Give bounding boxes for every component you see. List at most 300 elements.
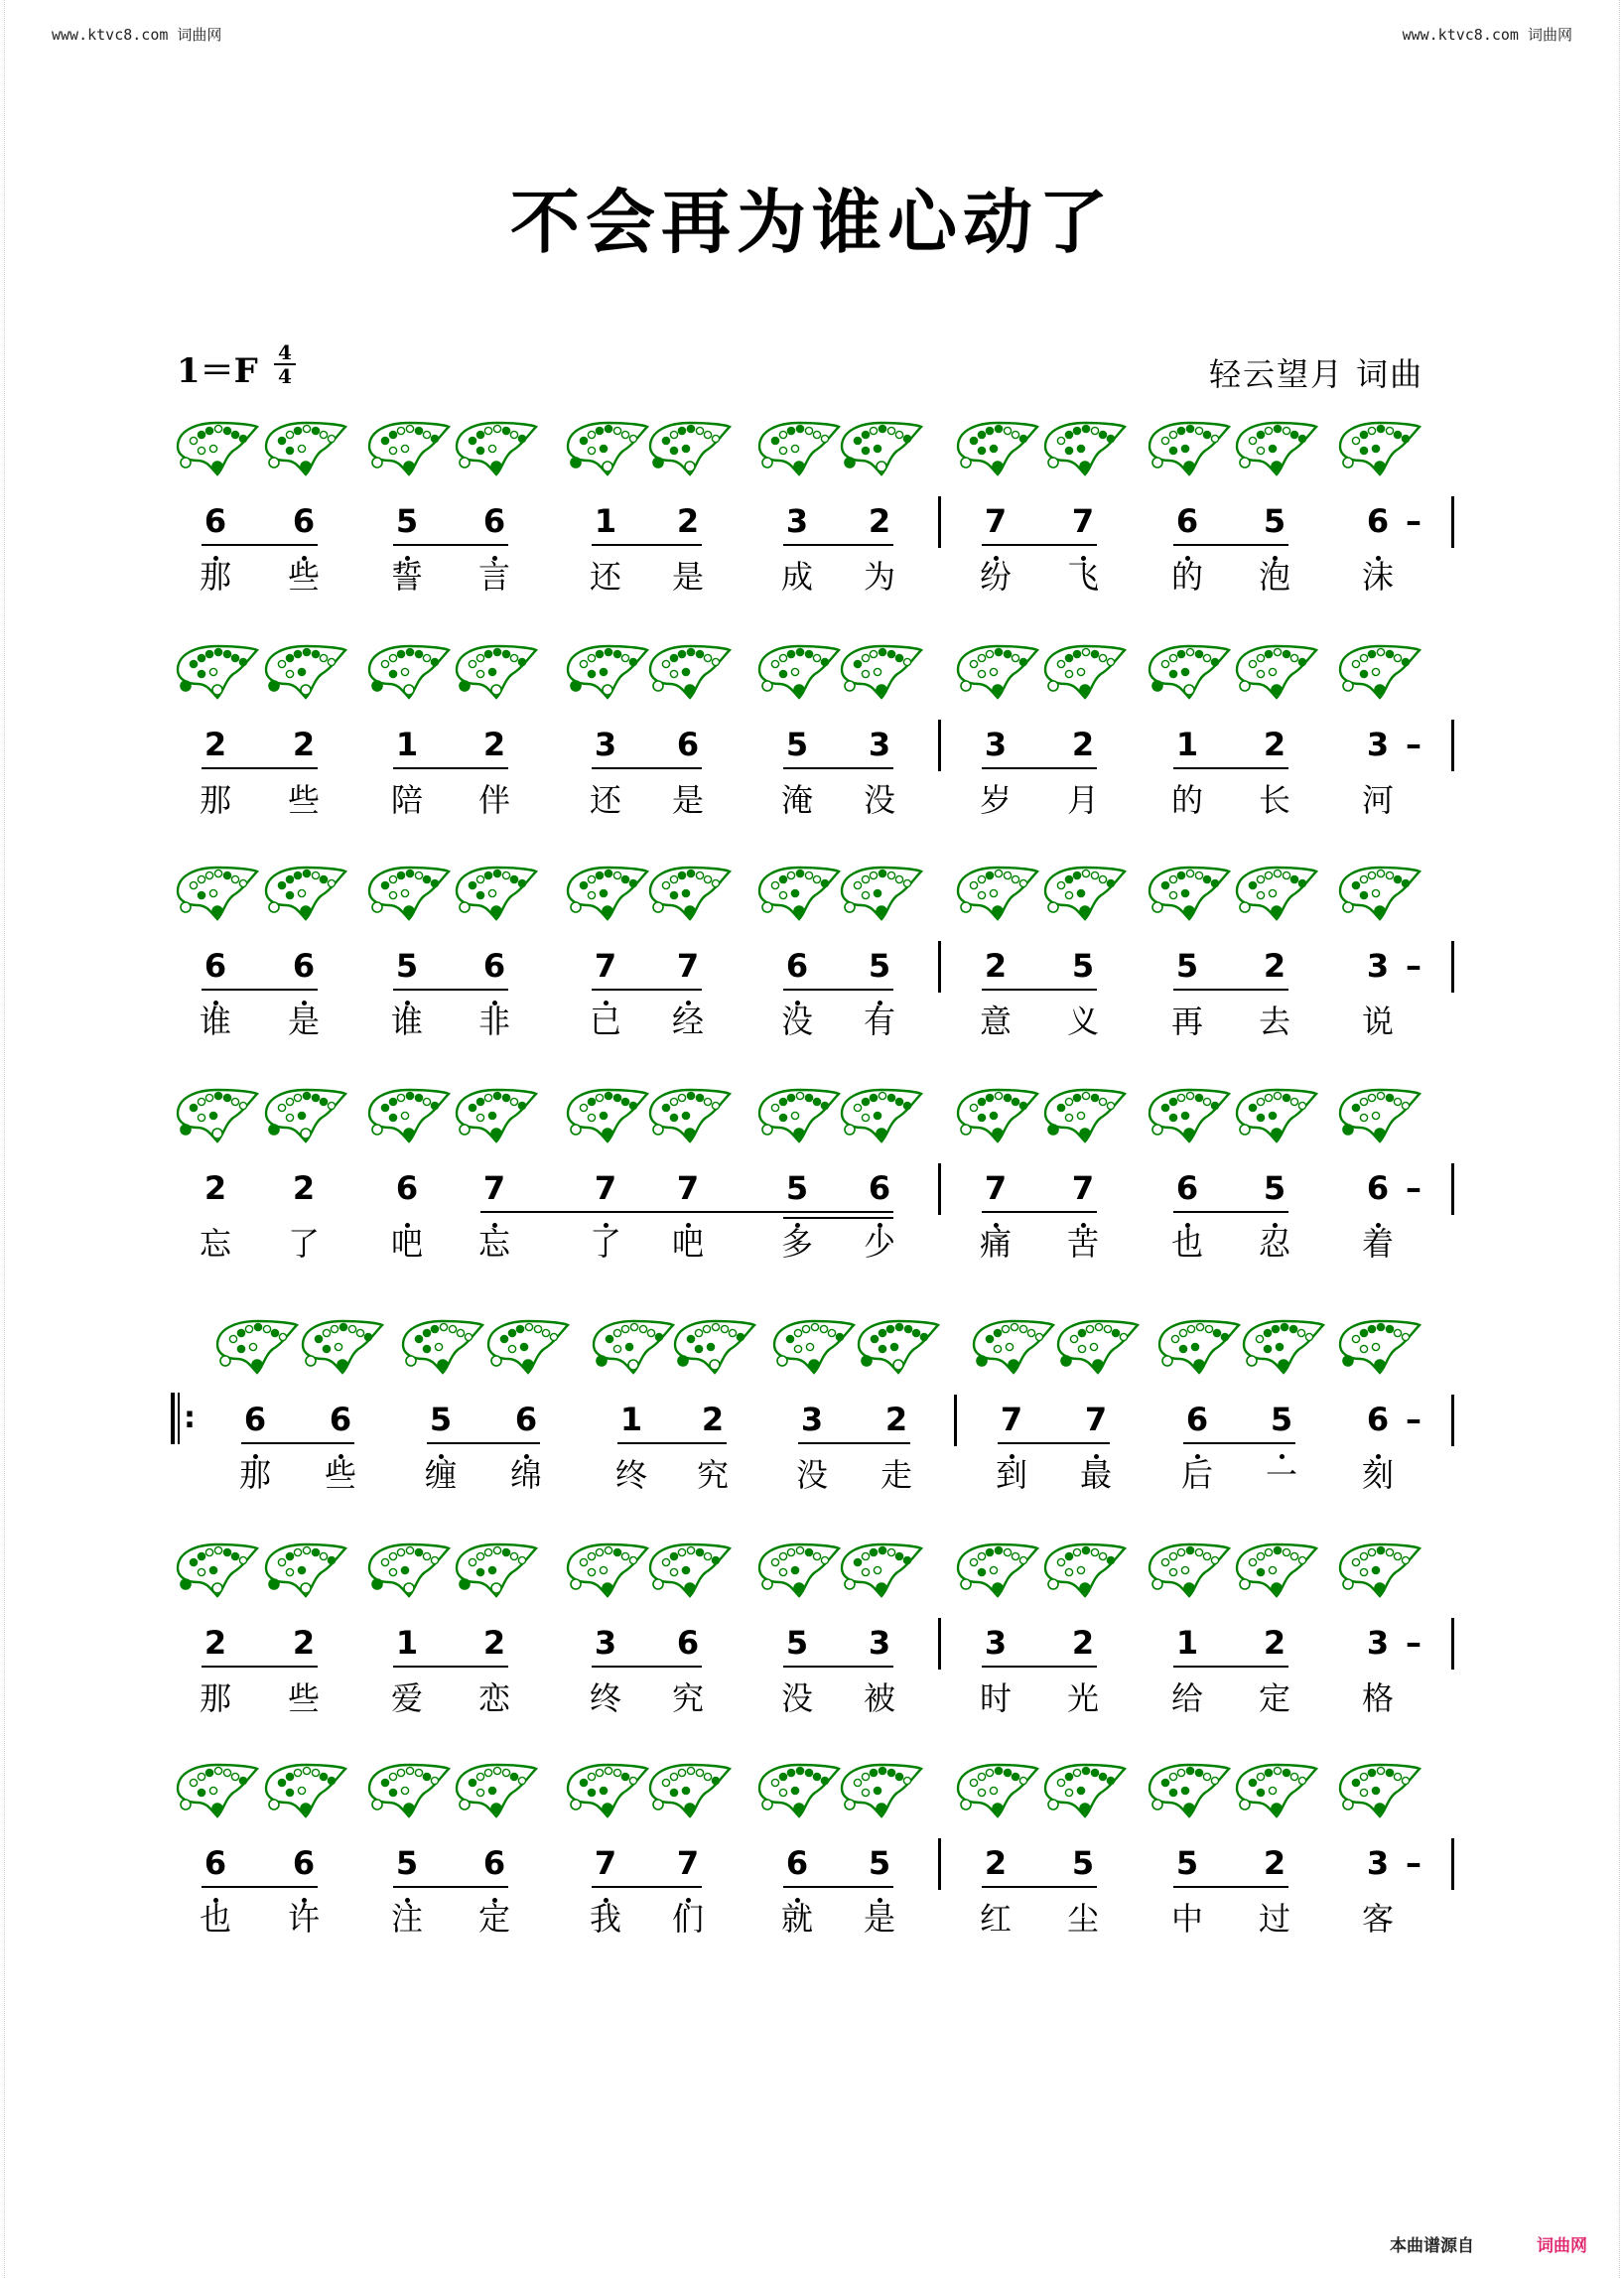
barline: [1451, 720, 1454, 771]
ocarina-fingering-icon: [1144, 417, 1231, 478]
barline: [938, 941, 941, 993]
ocarina-fingering-icon: [363, 1759, 451, 1820]
ocarina-fingering-icon: [644, 1084, 732, 1145]
ocarina-fingering-icon: [260, 1084, 347, 1145]
score-row: [0, 1084, 1624, 1273]
lyric-char: 多: [780, 1225, 813, 1263]
sustain-dash: –: [1406, 1624, 1421, 1662]
author-credit: 轻云望月 词曲: [1209, 355, 1424, 393]
note-beam: [1173, 1886, 1288, 1888]
ocarina-fingering-icon: [211, 1315, 299, 1377]
ocarina-fingering-icon: [1231, 417, 1318, 478]
note-beam: [982, 1211, 1097, 1213]
lyric-char: 说: [1361, 1003, 1394, 1040]
ocarina-fingering-icon: [952, 640, 1039, 702]
note: 2: [203, 726, 227, 763]
ocarina-fingering-icon: [1231, 640, 1318, 702]
note: 3: [984, 1624, 1008, 1662]
note: 3: [868, 1624, 891, 1662]
ocarina-fingering-icon: [836, 640, 923, 702]
lyric-char: 红: [979, 1900, 1012, 1938]
lyric-char: 绵: [509, 1456, 542, 1494]
note: 2: [203, 1624, 227, 1662]
ocarina-fingering-icon: [952, 1084, 1039, 1145]
lyric-char: 还: [589, 781, 621, 819]
note: 5: [395, 502, 419, 540]
note-beam: [202, 767, 318, 769]
lyric-char: 爱: [390, 1679, 423, 1717]
ocarina-fingering-icon: [644, 1759, 732, 1820]
lyric-char: 许: [287, 1900, 320, 1938]
note: 5: [395, 947, 419, 985]
note-beam: [427, 1442, 540, 1444]
lyric-char: 经: [671, 1003, 704, 1040]
note-beam: [202, 544, 318, 546]
note: 5: [1263, 502, 1286, 540]
ocarina-fingering-icon: [1334, 1084, 1421, 1145]
note-beam: [393, 1666, 508, 1668]
lyric-char: 光: [1066, 1679, 1099, 1717]
lyric-char: 些: [324, 1456, 356, 1494]
ocarina-fingering-icon: [1052, 1315, 1140, 1377]
ocarina-fingering-icon: [768, 1315, 856, 1377]
lyric-char: 究: [671, 1679, 704, 1717]
ocarina-fingering-icon: [952, 417, 1039, 478]
note-beam: [592, 1886, 702, 1888]
lyric-char: 飞: [1066, 558, 1099, 596]
note-beam: [202, 989, 318, 991]
ocarina-fingering-icon: [1231, 1759, 1318, 1820]
time-signature-bottom: 4: [274, 363, 296, 387]
lyric-char: 定: [1258, 1679, 1290, 1717]
barline: [938, 1838, 941, 1890]
lyric-char: 义: [1066, 1003, 1099, 1040]
note: 2: [984, 1844, 1008, 1882]
lyric-char: 客: [1361, 1900, 1394, 1938]
note-beam: [202, 1666, 318, 1668]
note: 6: [329, 1401, 352, 1438]
ocarina-fingering-icon: [644, 1539, 732, 1600]
lyric-char: 没: [780, 1003, 813, 1040]
note: 7: [984, 1169, 1008, 1207]
ocarina-fingering-icon: [968, 1315, 1055, 1377]
note-beam: [998, 1442, 1110, 1444]
lyric-char: 陪: [390, 781, 423, 819]
time-signature-top: 4: [278, 340, 292, 364]
lyric-char: 成: [780, 558, 813, 596]
note: 2: [1071, 1624, 1095, 1662]
sustain-dash: –: [1406, 1844, 1421, 1882]
ocarina-fingering-icon: [363, 640, 451, 702]
ocarina-fingering-icon: [172, 1759, 259, 1820]
ocarina-fingering-icon: [260, 640, 347, 702]
note: 1: [395, 726, 419, 763]
ocarina-fingering-icon: [562, 1084, 649, 1145]
ocarina-fingering-icon: [1231, 1084, 1318, 1145]
note-beam: [480, 1211, 619, 1213]
lyric-char: 少: [863, 1225, 895, 1263]
lyric-char: 没: [795, 1456, 828, 1494]
note: 3: [984, 726, 1008, 763]
lyric-char: 那: [199, 558, 231, 596]
lyric-char: 是: [287, 1003, 320, 1040]
lyric-char: 就: [780, 1900, 813, 1938]
ocarina-fingering-icon: [397, 1315, 484, 1377]
note: 1: [1175, 1624, 1199, 1662]
lyric-char: 恋: [477, 1679, 510, 1717]
lyric-char: 为: [863, 558, 895, 596]
lyric-char: 长: [1258, 781, 1290, 819]
sustain-dash: –: [1406, 1401, 1421, 1438]
note: 6: [292, 1844, 316, 1882]
ocarina-fingering-icon: [451, 640, 538, 702]
note-beam: [592, 1666, 702, 1668]
note: 7: [984, 502, 1008, 540]
note-beam: [393, 989, 508, 991]
ocarina-fingering-icon: [753, 1539, 841, 1600]
ocarina-fingering-icon: [644, 417, 732, 478]
key-signature: 1＝F: [177, 351, 258, 391]
note-beam: [241, 1442, 354, 1444]
note: 7: [594, 947, 617, 985]
note: 3: [594, 726, 617, 763]
ocarina-fingering-icon: [669, 1315, 756, 1377]
ocarina-fingering-icon: [451, 862, 538, 923]
lyric-char: 泡: [1258, 558, 1290, 596]
note-beam: [798, 1442, 910, 1444]
lyric-char: 时: [979, 1679, 1012, 1717]
ocarina-fingering-icon: [1039, 1539, 1127, 1600]
note: 7: [676, 947, 700, 985]
lyric-char: 伴: [477, 781, 510, 819]
ocarina-fingering-icon: [451, 1084, 538, 1145]
lyric-char: 些: [287, 781, 320, 819]
barline: [938, 496, 941, 548]
note: 5: [1071, 947, 1095, 985]
score-row: [0, 1315, 1624, 1504]
note: 2: [292, 1169, 316, 1207]
barline: [1451, 1395, 1454, 1446]
note: 6: [1185, 1401, 1209, 1438]
note: 6: [1366, 1401, 1390, 1438]
barline: [938, 1618, 941, 1670]
ocarina-fingering-icon: [1334, 1759, 1421, 1820]
lyric-char: 们: [671, 1900, 704, 1938]
score-row: [0, 1759, 1624, 1947]
lyric-char: 去: [1258, 1003, 1290, 1040]
sustain-dash: –: [1406, 726, 1421, 763]
note: 6: [203, 947, 227, 985]
note: 2: [701, 1401, 725, 1438]
ocarina-fingering-icon: [260, 862, 347, 923]
lyric-char: 忍: [1258, 1225, 1290, 1263]
ocarina-fingering-icon: [562, 417, 649, 478]
note: 6: [676, 726, 700, 763]
lyric-char: 终: [614, 1456, 647, 1494]
note-beam: [393, 544, 508, 546]
note: 5: [429, 1401, 453, 1438]
lyric-char: 尘: [1066, 1900, 1099, 1938]
note-beam: [783, 767, 893, 769]
lyric-char: 那: [199, 1679, 231, 1717]
lyric-char: 了: [589, 1225, 621, 1263]
note: 6: [1175, 1169, 1199, 1207]
ocarina-fingering-icon: [363, 1084, 451, 1145]
note-beam: [783, 544, 893, 546]
lyric-char: 淹: [780, 781, 813, 819]
lyric-char: 是: [671, 781, 704, 819]
ocarina-fingering-icon: [1334, 417, 1421, 478]
note: 5: [868, 947, 891, 985]
lyric-char: 最: [1079, 1456, 1112, 1494]
lyric-char: 苦: [1066, 1225, 1099, 1263]
ocarina-fingering-icon: [753, 1084, 841, 1145]
ocarina-fingering-icon: [1334, 640, 1421, 702]
lyric-char: 刻: [1361, 1456, 1394, 1494]
ocarina-fingering-icon: [1144, 1539, 1231, 1600]
ocarina-fingering-icon: [172, 640, 259, 702]
ocarina-fingering-icon: [562, 1759, 649, 1820]
ocarina-fingering-icon: [753, 862, 841, 923]
note-beam: [393, 767, 508, 769]
barline: [1451, 496, 1454, 548]
ocarina-fingering-icon: [260, 417, 347, 478]
ocarina-fingering-icon: [172, 862, 259, 923]
note: 3: [868, 726, 891, 763]
barline: [1451, 1838, 1454, 1890]
note: 2: [1071, 726, 1095, 763]
ocarina-fingering-icon: [1153, 1315, 1241, 1377]
lyric-char: 誓: [390, 558, 423, 596]
lyric-char: 中: [1170, 1900, 1203, 1938]
ocarina-fingering-icon: [1144, 1759, 1231, 1820]
lyric-char: 月: [1066, 781, 1099, 819]
note: 7: [676, 1169, 700, 1207]
note: 7: [1000, 1401, 1023, 1438]
lyric-char: 谁: [199, 1003, 231, 1040]
lyric-char: 吧: [671, 1225, 704, 1263]
note: 2: [1263, 1844, 1286, 1882]
ocarina-fingering-icon: [451, 1539, 538, 1600]
note-beam: [1173, 1666, 1288, 1668]
lyric-char: 再: [1170, 1003, 1203, 1040]
sustain-dash: –: [1406, 1169, 1421, 1207]
note: 7: [594, 1844, 617, 1882]
note-beam: [202, 1886, 318, 1888]
note: 1: [594, 502, 617, 540]
lyric-char: 的: [1170, 781, 1203, 819]
lyric-char: 非: [477, 1003, 510, 1040]
note: 2: [203, 1169, 227, 1207]
lyric-char: 河: [1361, 781, 1394, 819]
lyric-char: 纷: [979, 558, 1012, 596]
note: 6: [785, 1844, 809, 1882]
ocarina-fingering-icon: [1144, 862, 1231, 923]
ocarina-fingering-icon: [172, 417, 259, 478]
ocarina-fingering-icon: [1238, 1315, 1325, 1377]
ocarina-fingering-icon: [1039, 1084, 1127, 1145]
ocarina-fingering-icon: [297, 1315, 384, 1377]
note-beam: [982, 544, 1097, 546]
note: 2: [676, 502, 700, 540]
score-row: [0, 417, 1624, 605]
lyric-char: 沫: [1361, 558, 1394, 596]
ocarina-fingering-icon: [1231, 1539, 1318, 1600]
note-beam: [393, 1886, 508, 1888]
note: 6: [482, 947, 506, 985]
note-beam: [1173, 989, 1288, 991]
note: 2: [1263, 1624, 1286, 1662]
barline: [938, 720, 941, 771]
ocarina-fingering-icon: [1039, 862, 1127, 923]
note-beam: [592, 544, 702, 546]
note: 2: [1263, 947, 1286, 985]
lyric-char: 吧: [390, 1225, 423, 1263]
lyric-char: 意: [979, 1003, 1012, 1040]
ocarina-fingering-icon: [363, 417, 451, 478]
note: 7: [1071, 1169, 1095, 1207]
ocarina-fingering-icon: [836, 417, 923, 478]
note-beam: [783, 1666, 893, 1668]
note: 6: [203, 502, 227, 540]
ocarina-fingering-icon: [562, 862, 649, 923]
note: 6: [676, 1624, 700, 1662]
note: 5: [1175, 947, 1199, 985]
lyric-char: 是: [863, 1900, 895, 1938]
note-beam: [592, 989, 702, 991]
ocarina-fingering-icon: [1039, 640, 1127, 702]
score-row: [0, 862, 1624, 1050]
barline: [1451, 1163, 1454, 1215]
lyric-char: 没: [780, 1679, 813, 1717]
note: 7: [1071, 502, 1095, 540]
note: 1: [619, 1401, 643, 1438]
note: 6: [482, 502, 506, 540]
lyric-char: 一: [1265, 1456, 1297, 1494]
lyric-char: 后: [1180, 1456, 1213, 1494]
note-beam: [783, 1886, 893, 1888]
footer-site: 词曲网: [1537, 2236, 1587, 2256]
ocarina-fingering-icon: [1334, 1315, 1421, 1377]
note: 2: [884, 1401, 908, 1438]
note: 3: [1366, 947, 1390, 985]
note: 5: [1071, 1844, 1095, 1882]
note-beam: [982, 1666, 1097, 1668]
note: 3: [594, 1624, 617, 1662]
lyric-char: 那: [238, 1456, 271, 1494]
ocarina-fingering-icon: [172, 1539, 259, 1600]
ocarina-fingering-icon: [260, 1759, 347, 1820]
note: 6: [868, 1169, 891, 1207]
lyric-char: 被: [863, 1679, 895, 1717]
lyric-char: 有: [863, 1003, 895, 1040]
lyric-char: 痛: [979, 1225, 1012, 1263]
note: 2: [292, 1624, 316, 1662]
lyric-char: 过: [1258, 1900, 1290, 1938]
lyric-char: 没: [863, 781, 895, 819]
note: 5: [1175, 1844, 1199, 1882]
note: 2: [868, 502, 891, 540]
ocarina-fingering-icon: [753, 1759, 841, 1820]
lyric-char: 定: [477, 1900, 510, 1938]
note-beam: [674, 1211, 893, 1213]
ocarina-fingering-icon: [363, 1539, 451, 1600]
barline: [938, 1163, 941, 1215]
note-beam: [982, 1886, 1097, 1888]
ocarina-fingering-icon: [952, 1759, 1039, 1820]
ocarina-fingering-icon: [1039, 417, 1127, 478]
note-beam: [1183, 1442, 1295, 1444]
ocarina-fingering-icon: [853, 1315, 940, 1377]
lyric-char: 已: [589, 1003, 621, 1040]
ocarina-fingering-icon: [562, 1539, 649, 1600]
note: 6: [1366, 502, 1390, 540]
ocarina-fingering-icon: [172, 1084, 259, 1145]
lyric-char: 言: [477, 558, 510, 596]
note-beam: [982, 767, 1097, 769]
ocarina-fingering-icon: [1144, 640, 1231, 702]
note: 5: [785, 1169, 809, 1207]
note-beam: [982, 989, 1097, 991]
lyric-char: 还: [589, 558, 621, 596]
ocarina-fingering-icon: [451, 1759, 538, 1820]
note: 6: [243, 1401, 267, 1438]
ocarina-fingering-icon: [482, 1315, 570, 1377]
barline: [1451, 1618, 1454, 1670]
ocarina-fingering-icon: [836, 1539, 923, 1600]
note: 5: [785, 1624, 809, 1662]
time-signature: [274, 341, 296, 387]
note: 1: [1175, 726, 1199, 763]
lyric-char: 到: [995, 1456, 1027, 1494]
sustain-dash: –: [1406, 947, 1421, 985]
note: 5: [1270, 1401, 1293, 1438]
lyric-char: 岁: [979, 781, 1012, 819]
ocarina-fingering-icon: [363, 862, 451, 923]
note: 3: [1366, 1624, 1390, 1662]
lyric-char: 忘: [199, 1225, 231, 1263]
lyric-char: 谁: [390, 1003, 423, 1040]
note: 2: [292, 726, 316, 763]
note: 3: [800, 1401, 824, 1438]
note-beam: [783, 989, 893, 991]
ocarina-fingering-icon: [836, 1084, 923, 1145]
note: 5: [1263, 1169, 1286, 1207]
lyric-char: 终: [589, 1679, 621, 1717]
note: 2: [1263, 726, 1286, 763]
footer-source: 本曲谱源自: [1390, 2236, 1474, 2256]
note-beam: [617, 1442, 727, 1444]
note: 6: [1366, 1169, 1390, 1207]
ocarina-fingering-icon: [1231, 862, 1318, 923]
note: 2: [482, 726, 506, 763]
lyric-char: 也: [1170, 1225, 1203, 1263]
lyric-char: 了: [287, 1225, 320, 1263]
sustain-dash: –: [1406, 502, 1421, 540]
lyric-char: 些: [287, 1679, 320, 1717]
note: 7: [594, 1169, 617, 1207]
lyric-char: 格: [1361, 1679, 1394, 1717]
lyric-char: 是: [671, 558, 704, 596]
note: 6: [292, 502, 316, 540]
lyric-char: 也: [199, 1900, 231, 1938]
note: 6: [482, 1844, 506, 1882]
header-site-right: www.ktvc8.com 词曲网: [1402, 26, 1572, 44]
lyric-char: 我: [589, 1900, 621, 1938]
note: 5: [868, 1844, 891, 1882]
note: 3: [785, 502, 809, 540]
note: 7: [1084, 1401, 1108, 1438]
